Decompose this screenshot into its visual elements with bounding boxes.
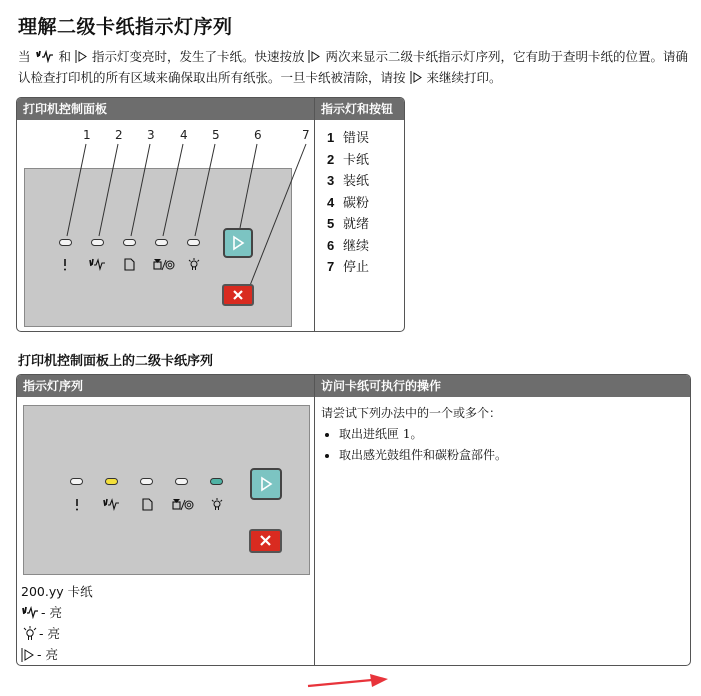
paper-jam-icon bbox=[21, 606, 41, 619]
bulb-icon bbox=[21, 626, 39, 641]
legend-item: 7 停止 bbox=[327, 259, 370, 275]
legend-item: 6 继续 bbox=[327, 237, 370, 254]
legend-item: 5 就绪 bbox=[327, 216, 370, 232]
stop-button[interactable] bbox=[249, 529, 282, 553]
section-title: 打印机控制面板上的二级卡纸序列 bbox=[18, 354, 214, 369]
legend-item: 3 装纸 bbox=[327, 173, 370, 189]
table-header-panel: 打印机控制面板 bbox=[17, 98, 314, 120]
stop-button[interactable] bbox=[222, 284, 254, 306]
paper-jam-icon bbox=[35, 49, 55, 68]
play-icon bbox=[410, 70, 423, 89]
legend-item: 4 碳粉 bbox=[327, 194, 370, 211]
status-block bbox=[21, 581, 93, 665]
x-icon bbox=[251, 531, 280, 551]
x-icon bbox=[224, 286, 252, 304]
status-code: 200.yy 卡纸 bbox=[21, 584, 93, 599]
action-intro: 请尝试下列办法中的一个或多个： bbox=[321, 406, 502, 420]
continue-button[interactable] bbox=[250, 468, 282, 500]
toner-icon bbox=[154, 259, 174, 270]
callout-2: 2 bbox=[115, 128, 123, 142]
paper-jam-icon bbox=[90, 259, 105, 269]
intro-paragraph bbox=[18, 47, 690, 89]
intro-text-5: 来继续打印。 bbox=[426, 70, 502, 85]
red-arrow-annotation bbox=[300, 670, 395, 692]
paper-icon bbox=[143, 499, 152, 510]
status-line: - 亮 bbox=[21, 602, 93, 623]
callout-5: 5 bbox=[212, 128, 220, 142]
legend-item: 1 错误 bbox=[327, 130, 370, 146]
table-header-sequence: 指示灯序列 bbox=[17, 375, 314, 397]
panel-symbols bbox=[17, 98, 297, 331]
callout-7: 7 bbox=[302, 128, 310, 142]
intro-text-2: 和 bbox=[58, 49, 71, 64]
callout-4: 4 bbox=[180, 128, 188, 142]
intro-text-4: 两次来显示二级卡纸指示灯序列，它有助于查明卡纸的位置。请确认检查打印机的所有区域来确保取出所有纸张。一旦卡纸被清除，请按 bbox=[18, 49, 688, 85]
paper-jam-icon bbox=[104, 499, 119, 509]
toner-icon bbox=[173, 499, 193, 510]
callout-1: 1 bbox=[83, 128, 91, 142]
callout-3: 3 bbox=[147, 128, 155, 142]
bulb-icon bbox=[189, 258, 199, 270]
intro-text-1: 当 bbox=[18, 49, 31, 64]
play-icon bbox=[252, 470, 280, 498]
callout-6: 6 bbox=[254, 128, 262, 142]
exclamation-icon bbox=[64, 259, 66, 271]
legend-item: 2 卡纸 bbox=[327, 151, 370, 168]
intro-text-3: 指示灯变亮时，发生了卡纸。快速按放 bbox=[91, 49, 305, 64]
table-header-lights: 指示灯和按钮 bbox=[315, 98, 404, 120]
play-icon bbox=[225, 230, 251, 256]
play-icon bbox=[308, 49, 321, 68]
action-list bbox=[321, 403, 507, 466]
table-header-action: 访问卡纸可执行的操作 bbox=[315, 375, 690, 397]
lights-legend bbox=[327, 128, 369, 279]
exclamation-icon bbox=[76, 499, 78, 511]
jam-sequence-table bbox=[16, 374, 691, 666]
continue-button[interactable] bbox=[223, 228, 253, 258]
action-item: • 取出进纸匣 1。 bbox=[339, 424, 507, 445]
play-icon bbox=[21, 648, 37, 662]
paper-icon bbox=[125, 259, 134, 270]
page-title: 理解二级卡纸指示灯序列 bbox=[18, 16, 233, 38]
play-icon bbox=[75, 49, 88, 68]
bulb-icon bbox=[212, 498, 222, 510]
action-item: • 取出感光鼓组件和碳粉盒部件。 bbox=[339, 445, 507, 466]
control-panel-table bbox=[16, 97, 405, 332]
status-line: - 亮 bbox=[21, 644, 93, 665]
status-line: - 亮 bbox=[21, 623, 93, 644]
column-divider bbox=[314, 375, 315, 665]
